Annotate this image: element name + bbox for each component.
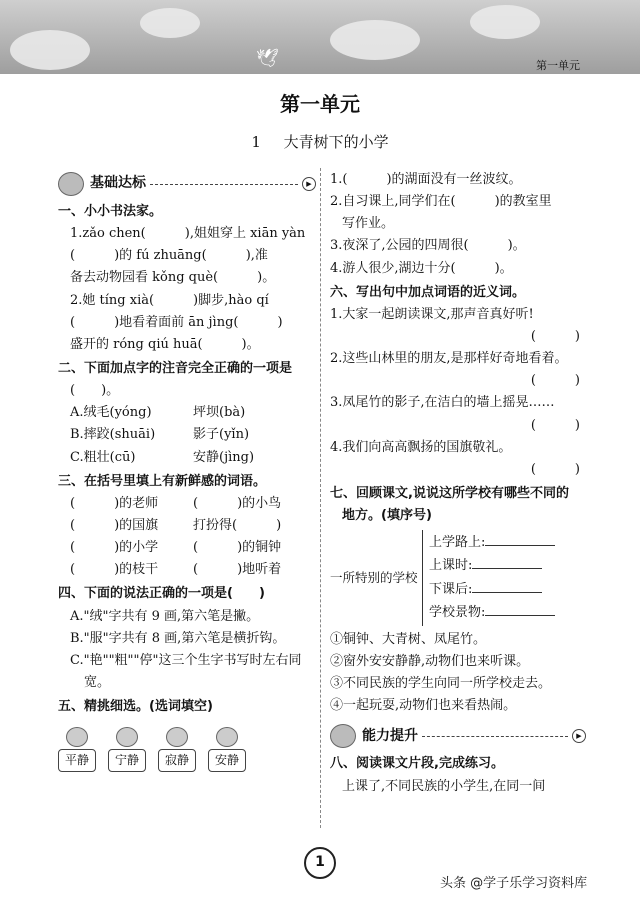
fill-item: 打扮得( ) — [193, 517, 282, 533]
synonym-item: 2.这些山林里的朋友,是那样好奇地看着。 — [330, 351, 568, 367]
brace-item — [429, 603, 555, 623]
answer-blank: ( )。 — [70, 383, 120, 399]
cloud-decoration — [10, 30, 90, 70]
word-label: 寂静 — [158, 749, 196, 772]
question-line: ( )的 fú zhuāng( ),准 — [70, 248, 268, 264]
synonym-item: 1.大家一起朗读课文,那声音真好听! — [330, 306, 534, 322]
lesson-name: 大青树下的小学 — [283, 133, 389, 151]
brace-item-label: 上课时: — [429, 558, 473, 574]
question-line: 2.自习课上,同学们在( )的教室里 — [330, 194, 552, 210]
cloud-decoration — [140, 8, 200, 38]
fill-item: ( )的铜钟 — [193, 540, 282, 556]
option: A.绒毛(yóng) — [70, 405, 152, 421]
question-line: 写作业。 — [342, 216, 395, 232]
school-brace — [330, 530, 586, 626]
synonym-item: 3.凤尾竹的影子,在洁白的墙上摇晃…… — [330, 395, 555, 411]
option: 坪坝(bà) — [193, 405, 246, 421]
question-title: 八、阅读课文片段,完成练习。 — [330, 756, 504, 772]
passage-text: 上课了,不同民族的小学生,在同一间 — [342, 778, 546, 794]
mascot-icon — [330, 724, 356, 748]
play-icon: ▶ — [302, 177, 316, 191]
question-title: 一、小小书法家。 — [58, 204, 163, 219]
brace-item-label: 上学路上: — [429, 535, 486, 551]
column-divider — [320, 168, 321, 828]
option: C.粗壮(cū) — [70, 449, 136, 465]
answer-blank: ( ) — [530, 461, 580, 477]
question-line: 1.( )的湖面没有一丝波纹。 — [330, 172, 522, 187]
word-label: 安静 — [208, 749, 246, 772]
synonym-item: 4.我们向高高飘扬的国旗敬礼。 — [330, 439, 512, 455]
main-title: 第一单元 — [280, 92, 360, 116]
question-title-cont: 地方。(填序号) — [342, 508, 432, 524]
question-line: A."绒"字共有 9 画,第六笔是撇。 — [70, 608, 260, 624]
question-title: 七、回顾课文,说说这所学校有哪些不同的 — [330, 485, 569, 501]
choice-item: ③不同民族的学生向同一所学校走去。 — [330, 676, 552, 692]
bird-icon: 🕊 — [256, 48, 279, 69]
section-header-basic — [58, 172, 316, 196]
question-title: 二、下面加点字的注音完全正确的一项是 — [58, 360, 293, 376]
fill-item: ( )的枝干 — [70, 562, 159, 578]
option: 影子(yǐn) — [193, 427, 250, 443]
word-choices — [58, 727, 316, 772]
question-title: 四、下面的说法正确的一项是( ) — [58, 586, 265, 602]
dashed-line — [150, 184, 298, 185]
answer-line — [485, 533, 555, 546]
left-column — [58, 168, 316, 772]
brace-label: 一所特别的学校 — [330, 570, 418, 586]
play-icon: ▶ — [572, 729, 586, 743]
option: 安静(jìng) — [193, 449, 255, 465]
answer-line — [472, 556, 542, 569]
question-line: 4.游人很少,湖边十分( )。 — [330, 260, 513, 276]
option: B.摔跤(shuāi) — [70, 427, 156, 443]
brace-item-label: 学校景物: — [429, 604, 486, 620]
fill-item: ( )的小鸟 — [193, 495, 282, 511]
choice-item: ①铜钟、大青树、凤尾竹。 — [330, 631, 487, 647]
unit-tag: 第一单元 — [536, 59, 580, 72]
brace-item — [429, 580, 555, 600]
question-title: 三、在括号里填上有新鲜感的词语。 — [58, 473, 267, 489]
fill-item: ( )的老师 — [70, 495, 159, 511]
fill-grid — [58, 494, 316, 581]
page-header-banner — [0, 0, 640, 74]
question-line: C."艳""粗""停"这三个生字书写时左右同 — [70, 652, 302, 668]
dashed-line — [422, 736, 568, 737]
question-title: 五、精挑细选。(选词填空) — [58, 699, 213, 715]
question-title: 六、写出句中加点词语的近义词。 — [330, 284, 526, 300]
fill-item: ( )地听着 — [193, 562, 282, 578]
section-title: 基础达标 — [90, 175, 146, 192]
choice-item: ④一起玩耍,动物们也来看热闹。 — [330, 698, 517, 714]
answer-blank: ( ) — [530, 417, 580, 433]
question-line: 3.夜深了,公园的四周很( )。 — [330, 238, 526, 254]
cloud-decoration — [470, 5, 540, 39]
question-line: B."服"字共有 8 画,第六笔是横折钩。 — [70, 630, 286, 646]
lesson-number: 1 — [251, 133, 261, 151]
word-chip — [108, 727, 146, 772]
mascot-icon — [58, 172, 84, 196]
question-line: ( )地看着面前 ān jìng( ) — [70, 314, 283, 330]
section-header-ability — [330, 724, 586, 748]
right-column — [330, 168, 586, 799]
animal-icon — [116, 727, 138, 747]
word-label: 平静 — [58, 749, 96, 772]
animal-icon — [216, 727, 238, 747]
word-chip — [208, 727, 246, 772]
question-line: 1.zǎo chen( ),姐姐穿上 xiān yàn — [70, 226, 306, 242]
answer-line — [472, 580, 542, 593]
word-chip — [158, 727, 196, 772]
question-line: 盛开的 róng qiú huā( )。 — [70, 336, 260, 352]
answer-blank: ( ) — [530, 373, 580, 389]
brace-item — [429, 533, 555, 553]
lesson-title — [0, 131, 640, 152]
animal-icon — [66, 727, 88, 747]
brace-list — [422, 530, 555, 626]
fill-item: ( )的小学 — [70, 540, 159, 556]
animal-icon — [166, 727, 188, 747]
fill-item: ( )的国旗 — [70, 517, 159, 533]
question-line: 宽。 — [84, 674, 111, 690]
brace-item — [429, 556, 555, 576]
option-grid — [58, 403, 316, 467]
question-line: 备去动物园看 kǒng què( )。 — [70, 270, 276, 286]
cloud-decoration — [330, 20, 420, 60]
choice-item: ②窗外安安静静,动物们也来听课。 — [330, 653, 530, 669]
section-title: 能力提升 — [362, 727, 418, 744]
page-number: 1 — [304, 847, 336, 879]
answer-line — [485, 603, 555, 616]
word-chip — [58, 727, 96, 772]
question-line: 2.她 tíng xià( )脚步,hào qí — [70, 292, 269, 308]
word-label: 宁静 — [108, 749, 146, 772]
brace-item-label: 下课后: — [429, 581, 473, 597]
watermark-text: 头条 @学子乐学习资料库 — [440, 876, 588, 891]
answer-blank: ( ) — [530, 328, 580, 344]
